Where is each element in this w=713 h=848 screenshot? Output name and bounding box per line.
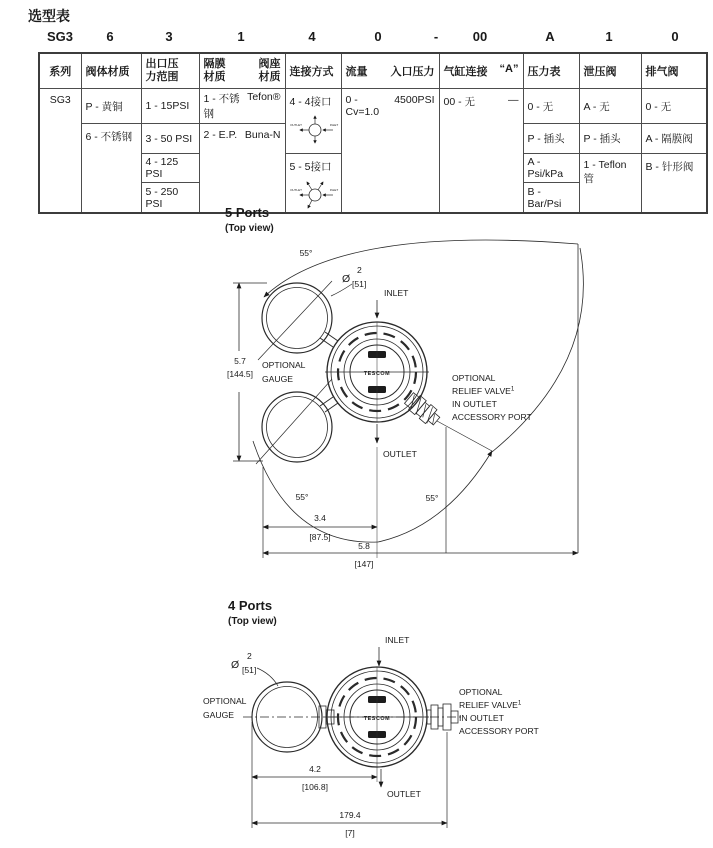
col-diaphragm-line1: 隔膜	[203, 58, 226, 71]
cell-gauge-none: 0 - 无	[523, 89, 579, 124]
col-seat-line2: 材质	[258, 71, 281, 83]
brand-label: TESCOM	[363, 371, 391, 377]
cell-cylinder	[439, 89, 523, 214]
table-row	[39, 89, 707, 124]
port-5-outlet-label: OUTLET	[289, 188, 302, 192]
code-dash: -	[433, 29, 439, 44]
cell-gauge-psikpa: A - Psi/kPa	[523, 154, 579, 183]
col-seat-line1: 阀座	[258, 58, 281, 71]
col-diaphragm-seat	[199, 53, 285, 89]
diameter-leader	[331, 284, 352, 296]
page-title: 选型表	[28, 8, 70, 24]
code-gauge: A	[545, 29, 555, 44]
col-flow-inlet	[341, 53, 439, 89]
optional-gauge-line2-4: GAUGE	[203, 710, 235, 720]
cell-relief-none: A - 无	[579, 89, 641, 124]
inlet-label-4: INLET	[385, 635, 410, 645]
relief-valve-callout	[452, 373, 533, 422]
regulator-knob	[325, 322, 429, 422]
cell-flow-cv: 0 - Cv=1.0	[345, 94, 380, 118]
col-cylinder-a: “A”	[499, 63, 519, 75]
diameter-inches: 2	[357, 265, 362, 275]
code-vent: 0	[671, 29, 679, 44]
outlet-label-4: OUTLET	[387, 789, 421, 799]
width-179-in: 179.4	[339, 810, 361, 820]
diameter-symbol: Ø	[342, 273, 351, 285]
height-mm: [144.5]	[227, 369, 253, 379]
code-flow: 0	[374, 29, 382, 44]
inlet-label: INLET	[384, 288, 409, 298]
col-body-material: 阀体材质	[81, 53, 141, 89]
code-body: 6	[106, 29, 114, 44]
cell-diaphragm-1: 1 - 不锈钢	[203, 93, 240, 120]
diagram-5-title: 5 Ports	[225, 205, 270, 220]
port-4-icon	[290, 111, 340, 145]
port-4-outlet-label: OUTLET	[289, 123, 302, 127]
col-inlet-pressure: 入口压力	[390, 66, 435, 78]
diagram-4-title: 4 Ports	[228, 598, 273, 613]
col-cylinder-label: 气缸连接	[443, 66, 488, 78]
relief-leader-line	[437, 421, 492, 451]
upper-gauge	[258, 281, 338, 360]
relief-line2-4	[459, 700, 522, 711]
relief-valve-fitting	[403, 391, 442, 428]
relief-line2-text: RELIEF VALVE	[452, 386, 511, 396]
relief-line3-4: IN OUTLET	[459, 713, 504, 723]
cell-seat-teflon: Tefon®	[247, 91, 281, 103]
cell-vent-needle: B - 针形阀	[641, 154, 707, 214]
cell-flow-inlet	[341, 89, 439, 214]
diameter-mm: [51]	[352, 279, 367, 289]
cell-inlet-4500psi: 4500PSI	[394, 94, 435, 106]
col-diaphragm-line2: 材质	[203, 71, 226, 83]
optional-gauge-line1: OPTIONAL	[262, 360, 306, 370]
relief-line1-4: OPTIONAL	[459, 687, 503, 697]
angle-bottom-right-label: 55°	[425, 493, 439, 503]
cell-connection-4port-label: 4 - 4接口	[289, 96, 332, 108]
cell-gauge-plug: P - 插头	[523, 124, 579, 154]
width-58-dimension	[263, 541, 578, 569]
width-179-mm: [7]	[345, 828, 355, 838]
cell-connection-4port	[285, 89, 341, 154]
relief-line1: OPTIONAL	[452, 373, 496, 383]
col-cylinder	[439, 53, 523, 89]
cell-body-brass: P - 黄铜	[81, 89, 141, 124]
cell-diaphragm-2: 2 - E.P.	[203, 129, 238, 141]
outlet-label: OUTLET	[383, 449, 417, 459]
cell-diaphragm-ss	[199, 89, 285, 124]
col-series: 系列	[39, 53, 81, 89]
col-vent-valve: 排气阀	[641, 53, 707, 89]
width-58-mm: [147]	[354, 559, 374, 569]
relief-valve-callout-4	[459, 687, 540, 736]
code-diaphragm: 1	[237, 29, 245, 44]
col-connection: 连接方式	[285, 53, 341, 89]
code-series: SG3	[46, 29, 74, 44]
relief-footnote-sup: 1	[510, 385, 515, 393]
height-in: 5.7	[234, 356, 246, 366]
diagram-4-ports	[195, 590, 615, 848]
cell-outlet-50psi: 3 - 50 PSI	[141, 124, 199, 154]
relief-line2-text-4: RELIEF VALVE	[459, 700, 518, 710]
cell-seat-buna: Buna-N	[244, 129, 281, 141]
cell-outlet-15psi: 1 - 15PSI	[141, 89, 199, 124]
diameter-symbol-4: Ø	[231, 659, 240, 671]
cell-vent-none: 0 - 无	[641, 89, 707, 124]
cell-relief-teflon: 1 - Teflon管	[579, 154, 641, 214]
width-42-mm: [106.8]	[302, 782, 328, 792]
cell-body-ss: 6 - 不锈钢	[81, 124, 141, 214]
table-header-row	[39, 53, 707, 89]
cell-cylinder-dash: —	[508, 94, 519, 106]
cell-cylinder-none: 00 - 无	[443, 96, 476, 108]
relief-line4: ACCESSORY PORT	[452, 412, 532, 422]
height-dimension	[227, 283, 267, 461]
relief-line2	[452, 386, 515, 397]
cell-relief-plug: P - 插头	[579, 124, 641, 154]
cell-gauge-barpsi: B - Bar/Psi	[523, 183, 579, 213]
col-relief-valve: 泄压阀	[579, 53, 641, 89]
cell-outlet-250psi: 5 - 250 PSI	[141, 183, 199, 213]
relief-footnote-sup-4: 1	[517, 699, 522, 707]
selection-table	[38, 52, 708, 214]
code-outlet-pressure: 3	[165, 29, 173, 44]
port-5-inlet-label: INLET	[329, 188, 338, 192]
width-34-in: 3.4	[314, 513, 326, 523]
model-code-row	[38, 29, 706, 47]
code-cylinder: 00	[472, 29, 488, 44]
width-42-in: 4.2	[309, 764, 321, 774]
cell-vent-diaphragm: A - 隔膜阀	[641, 124, 707, 154]
angle-top-label: 55°	[299, 248, 313, 258]
width-179-dimension	[252, 810, 447, 838]
diagram-5-ports	[200, 200, 620, 600]
diagram-5-subtitle: (Top view)	[225, 223, 274, 234]
width-34-mm: [87.5]	[309, 532, 331, 542]
brand-label-4: TESCOM	[363, 716, 391, 722]
col-outlet-line1: 出口压	[145, 58, 179, 71]
cell-connection-5port-label: 5 - 5接口	[289, 161, 332, 173]
relief-line4-4: ACCESSORY PORT	[459, 726, 539, 736]
relief-line3: IN OUTLET	[452, 399, 497, 409]
col-outlet-range	[141, 53, 199, 89]
cell-series: SG3	[39, 89, 81, 214]
code-relief: 1	[605, 29, 613, 44]
optional-gauge-line2: GAUGE	[262, 374, 294, 384]
code-connection: 4	[308, 29, 316, 44]
port-4-inlet-label: INLET	[329, 123, 338, 127]
width-58-in: 5.8	[358, 541, 370, 551]
lower-gauge	[256, 379, 338, 464]
regulator-knob-4	[325, 667, 429, 767]
diameter-inches-4: 2	[247, 651, 252, 661]
diameter-leader-4	[257, 668, 278, 686]
diameter-mm-4: [51]	[242, 665, 257, 675]
diagram-4-subtitle: (Top view)	[228, 616, 277, 627]
col-flow: 流量	[345, 66, 368, 78]
cell-outlet-125psi: 4 - 125 PSI	[141, 154, 199, 183]
width-42-dimension	[252, 764, 377, 792]
optional-gauge-line1-4: OPTIONAL	[203, 696, 247, 706]
col-gauge: 压力表	[523, 53, 579, 89]
angle-bottom-left-label: 55°	[295, 492, 309, 502]
col-outlet-line2: 力范围	[145, 71, 179, 83]
